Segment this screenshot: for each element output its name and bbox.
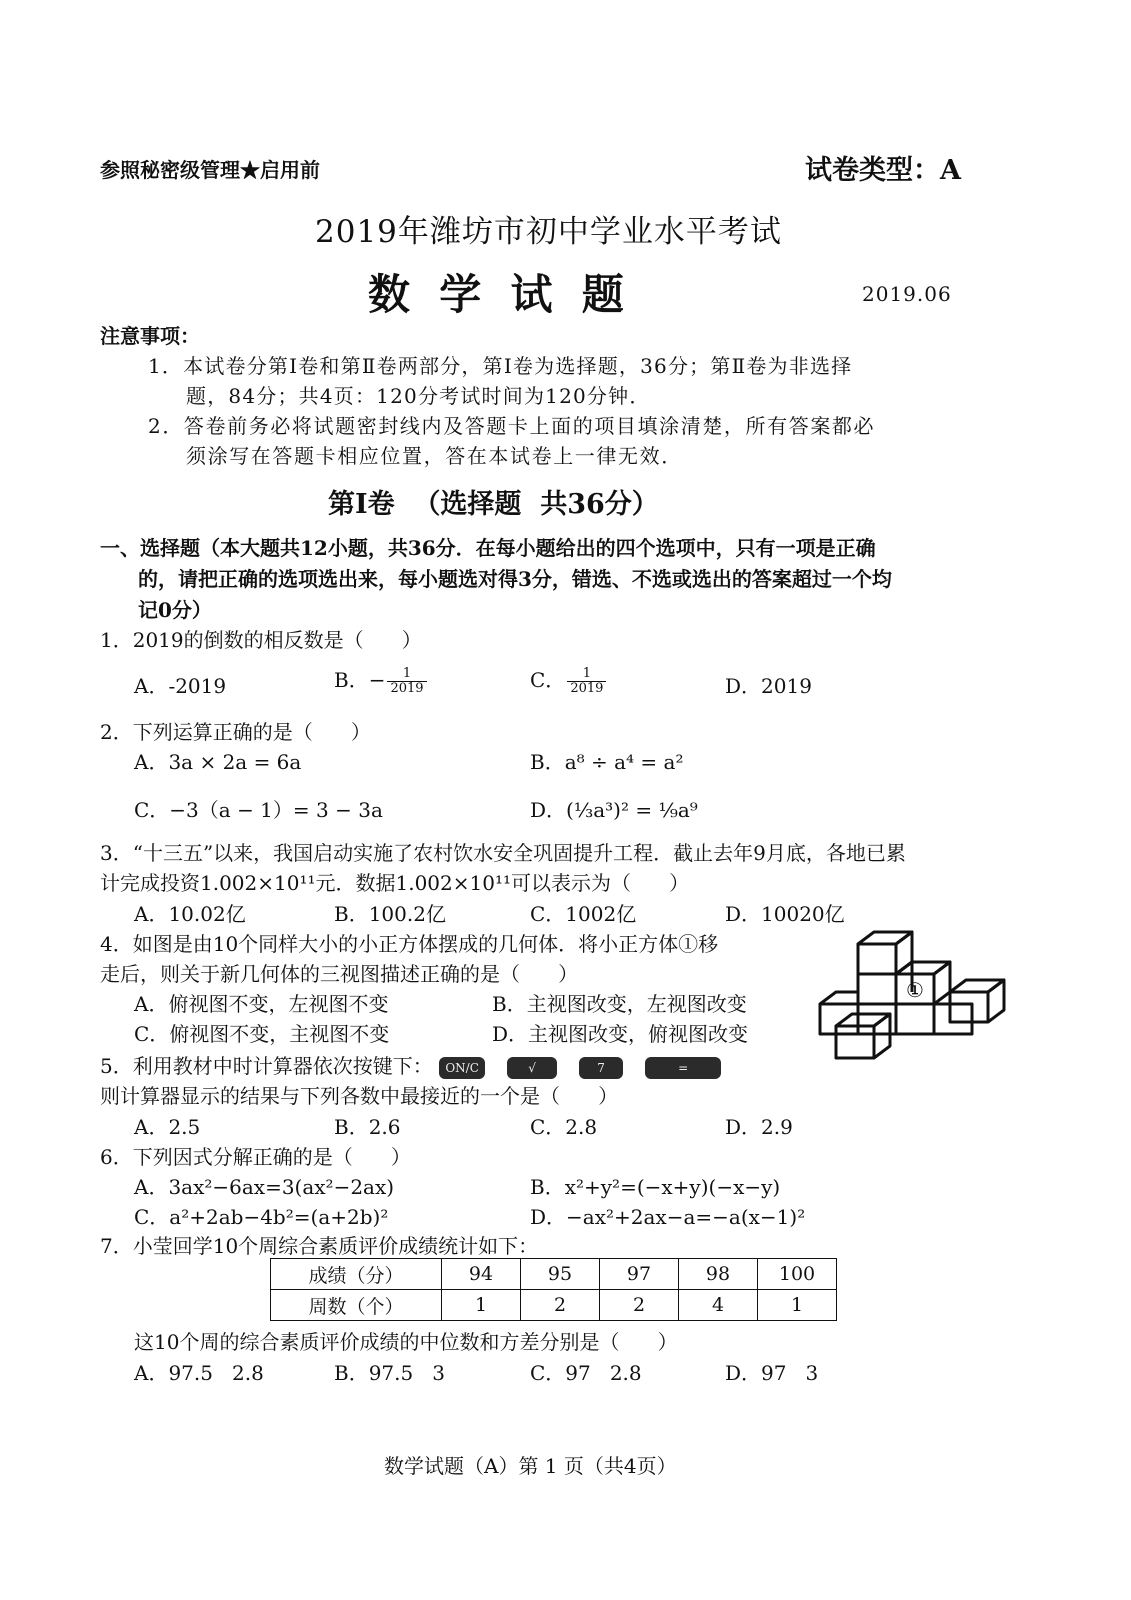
q1-option-b-label: B．− (334, 668, 386, 692)
q4-figure-label: ① (906, 978, 924, 1002)
q4-stem-line2: 走后，则关于新几何体的三视图描述正确的是（ ） (100, 962, 579, 986)
q4-cube-figure (814, 926, 1014, 1066)
q6-option-d: D．−ax²+2ax−a=−a(x−1)² (530, 1205, 806, 1229)
q4-option-a: A．俯视图不变，左视图不变 (134, 992, 389, 1016)
q1-option-c-fraction (567, 667, 606, 696)
q6-option-c: C．a²+2ab−4b²=(a+2b)² (134, 1205, 389, 1229)
table-cell: 94 (442, 1259, 521, 1290)
q7-option-c: C．97 2.8 (530, 1361, 642, 1385)
section-instruction-3: 记0分） (138, 598, 212, 622)
page-footer: 数学试题（A）第 1 页（共4页） (384, 1454, 677, 1478)
q2-stem: 2．下列运算正确的是（ ） (100, 720, 371, 744)
q2-option-c: C．−3（a − 1）= 3 − 3a (134, 798, 383, 822)
q1-option-b-fraction (387, 667, 426, 696)
table-row-header: 成绩（分） (271, 1259, 442, 1290)
table-cell: 2 (600, 1290, 679, 1321)
calculator-key-seven: 7 (579, 1057, 623, 1079)
q3-option-b: B．100.2亿 (334, 902, 446, 926)
q2-option-b: B．a⁸ ÷ a⁴ = a² (530, 750, 684, 774)
calculator-key-on: ON/C (439, 1057, 485, 1079)
q4-stem-line1: 4．如图是由10个同样大小的小正方体摆成的几何体．将小正方体①移 (100, 932, 719, 956)
table-cell: 2 (521, 1290, 600, 1321)
q7-option-b: B．97.5 3 (334, 1361, 446, 1385)
q1-c-denominator: 2019 (570, 681, 604, 696)
q1-option-c-label: C． (530, 668, 566, 692)
calculator-key-sqrt: √ (507, 1057, 557, 1079)
q1-b-denominator: 2019 (390, 681, 424, 696)
q3-stem-line2: 计完成投资1.002×10¹¹元．数据1.002×10¹¹可以表示为（ ） (100, 871, 690, 895)
q5-stem-line1 (100, 1050, 743, 1079)
q1-option-b (334, 664, 429, 696)
q5-stem-line2: 则计算器显示的结果与下列各数中最接近的一个是（ ） (100, 1084, 619, 1108)
q2-option-a: A．3a × 2a = 6a (134, 750, 302, 774)
q3-stem-line1: 3．“十三五”以来，我国启动实施了农村饮水安全巩固提升工程．截止去年9月底，各地已累 (100, 841, 906, 865)
table-row-header: 周数（个） (271, 1290, 442, 1321)
q6-option-a: A．3ax²−6ax=3(ax²−2ax) (134, 1175, 395, 1199)
q2-option-d: D．(⅓a³)² = ⅑a⁹ (530, 798, 698, 822)
q7-score-table (270, 1258, 837, 1321)
q6-stem: 6．下列因式分解正确的是（ ） (100, 1145, 411, 1169)
notice-item-2b: 须涂写在答题卡相应位置，答在本试卷上一律无效． (186, 444, 683, 468)
q6-option-b: B．x²+y²=(−x+y)(−x−y) (530, 1175, 781, 1199)
q5-option-b: B．2.6 (334, 1115, 401, 1139)
notice-heading: 注意事项： (100, 324, 200, 348)
q1-option-a: A．-2019 (134, 674, 227, 698)
q4-option-c: C．俯视图不变，主视图不变 (134, 1022, 390, 1046)
section-instruction-2: 的，请把正确的选项选出来，每小题选对得3分，错选、不选或选出的答案超过一个均 (138, 567, 892, 591)
table-row (271, 1290, 837, 1321)
table-row (271, 1259, 837, 1290)
q4-option-d: D．主视图改变，俯视图改变 (492, 1022, 749, 1046)
section-instruction-1: 一、选择题（本大题共12小题，共36分．在每小题给出的四个选项中，只有一项是正确 (100, 536, 876, 560)
q5-option-d: D．2.9 (725, 1115, 793, 1139)
table-cell: 98 (679, 1259, 758, 1290)
notice-item-1b: 题，84分；共4页：120分考试时间为120分钟． (186, 384, 651, 408)
calculator-key-equals: = (645, 1057, 721, 1079)
q4-option-b: B．主视图改变，左视图改变 (492, 992, 747, 1016)
q3-option-c: C．1002亿 (530, 902, 637, 926)
q5-stem-text: 5．利用教材中时计算器依次按键下： (100, 1054, 433, 1078)
q1-b-numerator: 1 (387, 667, 426, 682)
q1-stem: 1．2019的倒数的相反数是（ ） (100, 628, 422, 652)
q7-option-a: A．97.5 2.8 (134, 1361, 264, 1385)
q1-c-numerator: 1 (567, 667, 606, 682)
q7-question: 这10个周的综合素质评价成绩的中位数和方差分别是（ ） (134, 1330, 678, 1354)
exam-title: 2019年潍坊市初中学业水平考试 (315, 214, 782, 250)
secret-level: 参照秘密级管理★启用前 (100, 158, 320, 182)
q7-option-d: D．97 3 (725, 1361, 819, 1385)
q5-option-c: C．2.8 (530, 1115, 598, 1139)
table-cell: 1 (442, 1290, 521, 1321)
table-cell: 4 (679, 1290, 758, 1321)
q3-option-a: A．10.02亿 (134, 902, 246, 926)
q1-option-c (530, 664, 608, 696)
q1-option-d: D．2019 (725, 674, 812, 698)
q3-option-d: D．10020亿 (725, 902, 845, 926)
q5-option-a: A．2.5 (134, 1115, 201, 1139)
table-cell: 97 (600, 1259, 679, 1290)
exam-date: 2019.06 (862, 282, 952, 306)
q7-stem: 7．小莹回学10个周综合素质评价成绩统计如下： (100, 1234, 539, 1258)
paper-type: 试卷类型：A (805, 155, 961, 186)
table-cell: 1 (758, 1290, 837, 1321)
section-title: 第Ⅰ卷 （选择题 共36分） (328, 489, 659, 520)
table-cell: 95 (521, 1259, 600, 1290)
notice-item-1a: 1．本试卷分第Ⅰ卷和第Ⅱ卷两部分，第Ⅰ卷为选择题，36分；第Ⅱ卷为非选择 (148, 354, 853, 378)
notice-item-2a: 2．答卷前务必将试题密封线内及答题卡上面的项目填涂清楚，所有答案都必 (148, 414, 876, 438)
table-cell: 100 (758, 1259, 837, 1290)
subject-title: 数 学 试 题 (368, 270, 624, 319)
